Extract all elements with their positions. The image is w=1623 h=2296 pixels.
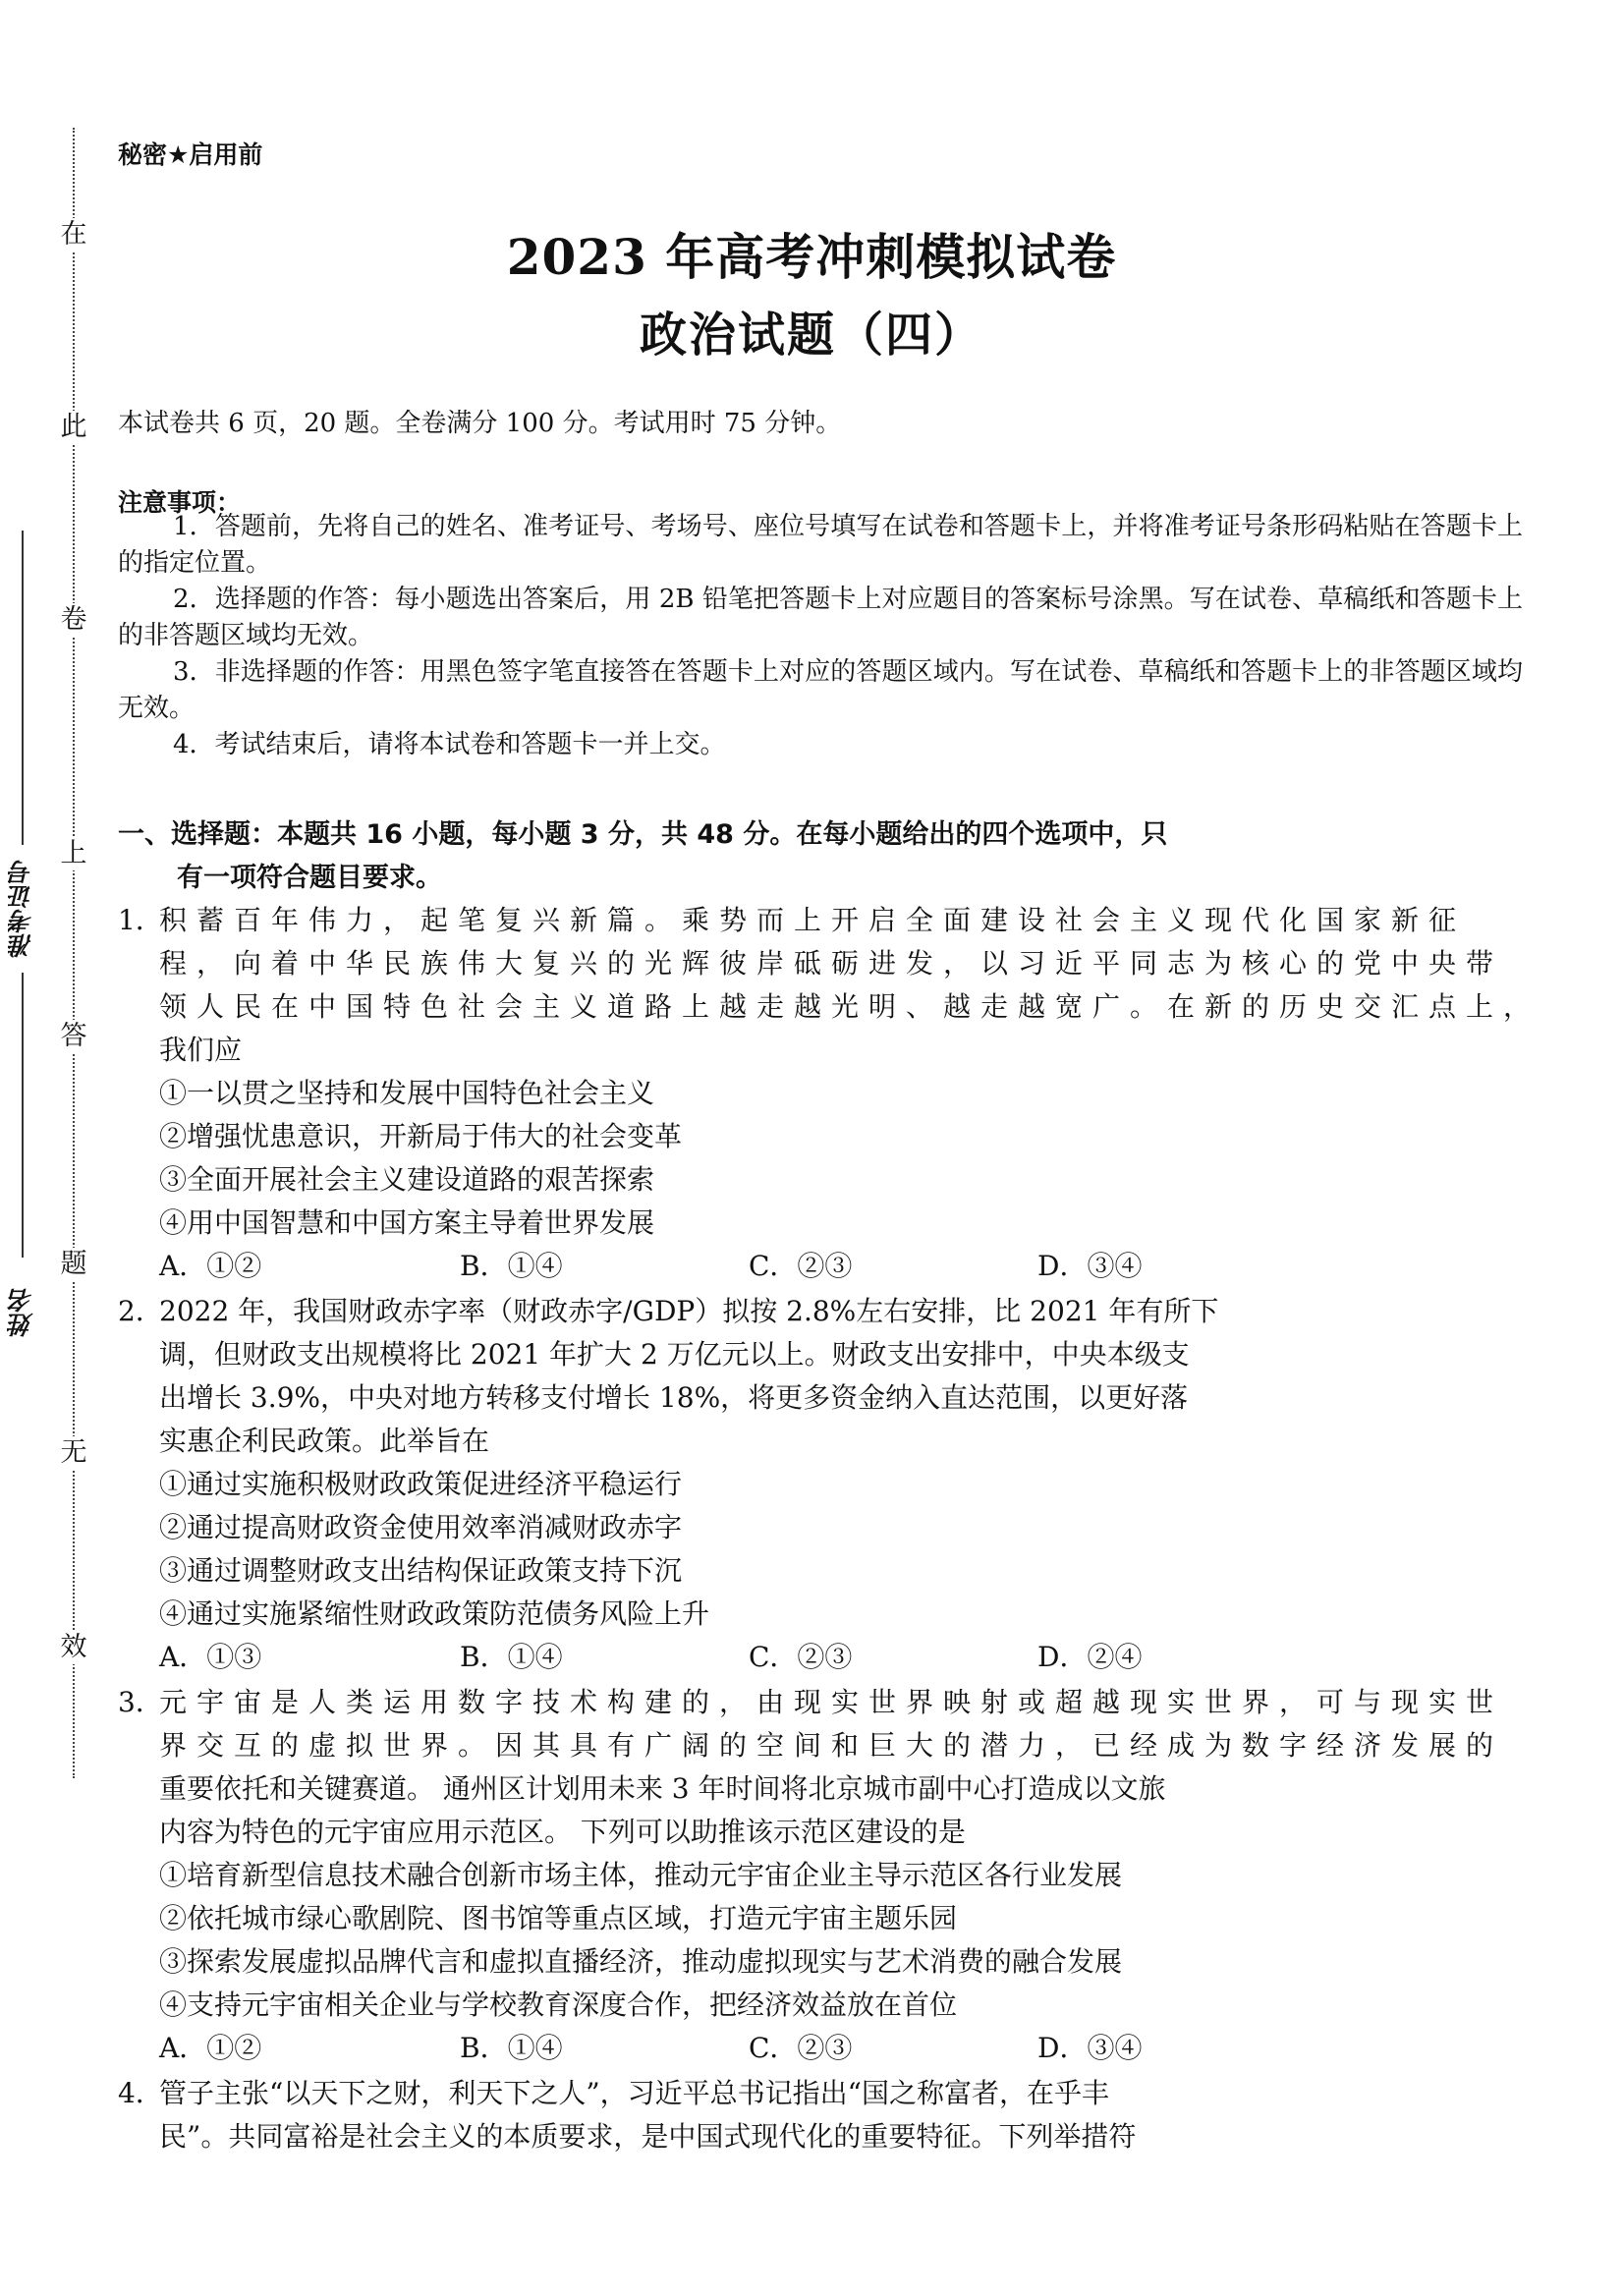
page-subtitle: 政治试题（四） bbox=[639, 308, 983, 363]
notice-item: 3．非选择题的作答：用黑色签字笔直接答在答题卡上对应的答题区域内。写在试卷、草稿纸和答题卡上的非答题区域均无效。 bbox=[118, 657, 1523, 723]
statement-option: ③全面开展社会主义建设道路的艰苦探索 bbox=[159, 1163, 655, 1196]
notice-item: 2．选择题的作答：每小题选出答案后，用 2B 铅笔把答题卡上对应题目的答案标号涂黑。写在试卷、草稿纸和答题卡上的非答题区域均无效。 bbox=[118, 585, 1523, 650]
question-text-line: 内容为特色的元宇宙应用示范区。 下列可以助推该示范区建设的是 bbox=[159, 1816, 966, 1848]
choice-b[interactable]: B．①④ bbox=[460, 1641, 563, 1673]
question-text-line: 元宇宙是人类运用数字技术构建的，由现实世界映射或超越现实世界，可与现实世 bbox=[159, 1686, 1504, 1718]
choice-d[interactable]: D．③④ bbox=[1037, 1250, 1143, 1282]
section-heading-line: 一、选择题：本题共 16 小题，每小题 3 分，共 48 分。在每小题给出的四个选项中，只 bbox=[118, 819, 1168, 850]
question-text-line: 调，但财政支出规模将比 2021 年扩大 2 万亿元以上。财政支出安排中，中央本级支 bbox=[159, 1338, 1190, 1371]
question-text-line: 2022 年，我国财政赤字率（财政赤字/GDP）拟按 2.8%左右安排，比 2021 年有所下 bbox=[159, 1295, 1219, 1327]
choice-a[interactable]: A．①③ bbox=[159, 1641, 262, 1673]
notice-item: 1．答题前，先将自己的姓名、准考证号、考场号、座位号填写在试卷和答题卡上，并将准考证号条形码粘贴在答题卡上的指定位置。 bbox=[118, 512, 1523, 578]
question-text-line: 出增长 3.9%，中央对地方转移支付增长 18%，将更多资金纳入直达范围，以更好落 bbox=[159, 1381, 1189, 1414]
notice-heading: 注意事项： bbox=[118, 488, 242, 517]
choice-a[interactable]: A．①② bbox=[159, 1250, 262, 1282]
choice-a[interactable]: A．①② bbox=[159, 2032, 262, 2064]
secret-mark: 秘密★启用前 bbox=[118, 140, 263, 169]
question-text-line: 民”。共同富裕是社会主义的本质要求，是中国式现代化的重要特征。下列举措符 bbox=[159, 2120, 1137, 2153]
margin-char: 效 bbox=[60, 1632, 87, 1662]
margin-char: 在 bbox=[60, 219, 87, 250]
margin-char: 上 bbox=[60, 838, 87, 868]
choice-b[interactable]: B．①④ bbox=[460, 1250, 563, 1282]
exam-intro: 本试卷共 6 页，20 题。全卷满分 100 分。考试用时 75 分钟。 bbox=[118, 409, 842, 438]
statement-option: ①一以贯之坚持和发展中国特色社会主义 bbox=[159, 1077, 655, 1109]
name-label: 姓名 bbox=[8, 1277, 37, 1348]
question-number: 2． bbox=[118, 1295, 163, 1327]
question-number: 3． bbox=[118, 1686, 163, 1718]
statement-option: ②通过提高财政资金使用效率消减财政赤字 bbox=[159, 1511, 683, 1543]
margin-char: 答 bbox=[60, 1021, 87, 1051]
page-title: 2023 年高考冲刺模拟试卷 bbox=[506, 228, 1117, 286]
statement-option: ②依托城市绿心歌剧院、图书馆等重点区域，打造元宇宙主题乐园 bbox=[159, 1902, 958, 1934]
question-text-line: 管子主张“以天下之财，利天下之人”，习近平总书记指出“国之称富者，在乎丰 bbox=[159, 2077, 1109, 2109]
question-number: 4． bbox=[118, 2077, 163, 2109]
question-number: 1． bbox=[118, 904, 163, 936]
margin-char: 无 bbox=[60, 1437, 87, 1468]
margin-char: 卷 bbox=[60, 604, 87, 635]
choice-c[interactable]: C．②③ bbox=[749, 2032, 853, 2064]
question-text-line: 重要依托和关键赛道。 通州区计划用未来 3 年时间将北京城市副中心打造成以文旅 bbox=[159, 1772, 1166, 1805]
margin-char: 题 bbox=[60, 1249, 87, 1279]
choice-c[interactable]: C．②③ bbox=[749, 1641, 853, 1673]
question-text-line: 积蓄百年伟力，起笔复兴新篇。乘势而上开启全面建设社会主义现代化国家新征 bbox=[159, 904, 1467, 936]
question-text-line: 领人民在中国特色社会主义道路上越走越光明、越走越宽广。在新的历史交汇点上， bbox=[159, 990, 1541, 1023]
statement-option: ④支持元宇宙相关企业与学校教育深度合作，把经济效益放在首位 bbox=[159, 1988, 958, 2021]
statement-option: ②增强忧患意识，开新局于伟大的社会变革 bbox=[159, 1120, 683, 1152]
notice-item: 4．考试结束后，请将本试卷和答题卡一并上交。 bbox=[173, 730, 726, 759]
question-text-line: 程，向着中华民族伟大复兴的光辉彼岸砥砺进发，以习近平同志为核心的党中央带 bbox=[159, 947, 1504, 980]
statement-option: ③通过调整财政支出结构保证政策支持下沉 bbox=[159, 1554, 683, 1587]
choice-d[interactable]: D．②④ bbox=[1037, 1641, 1143, 1673]
statement-option: ③探索发展虚拟品牌代言和虚拟直播经济，推动虚拟现实与艺术消费的融合发展 bbox=[159, 1945, 1123, 1978]
statement-option: ④通过实施紧缩性财政政策防范债务风险上升 bbox=[159, 1597, 710, 1630]
margin-char: 此 bbox=[60, 412, 87, 442]
name-line[interactable] bbox=[22, 973, 24, 1258]
question-text-line: 界交互的虚拟世界。因其具有广阔的空间和巨大的潜力，已经成为数字经济发展的 bbox=[159, 1729, 1504, 1762]
exam-id-line[interactable] bbox=[22, 531, 24, 845]
section-heading-line: 有一项符合题目要求。 bbox=[177, 863, 442, 893]
choice-d[interactable]: D．③④ bbox=[1037, 2032, 1143, 2064]
statement-option: ①培育新型信息技术融合创新市场主体，推动元宇宙企业主导示范区各行业发展 bbox=[159, 1859, 1123, 1891]
question-text-line: 实惠企利民政策。此举旨在 bbox=[159, 1425, 490, 1457]
statement-option: ①通过实施积极财政政策促进经济平稳运行 bbox=[159, 1468, 683, 1500]
choice-b[interactable]: B．①④ bbox=[460, 2032, 563, 2064]
statement-option: ④用中国智慧和中国方案主导着世界发展 bbox=[159, 1206, 655, 1239]
exam-id-label: 准考证号 bbox=[8, 845, 37, 973]
binding-dotted-line bbox=[73, 128, 75, 1778]
choice-c[interactable]: C．②③ bbox=[749, 1250, 853, 1282]
section-heading bbox=[118, 813, 1248, 900]
question-text-line: 我们应 bbox=[159, 1034, 243, 1066]
